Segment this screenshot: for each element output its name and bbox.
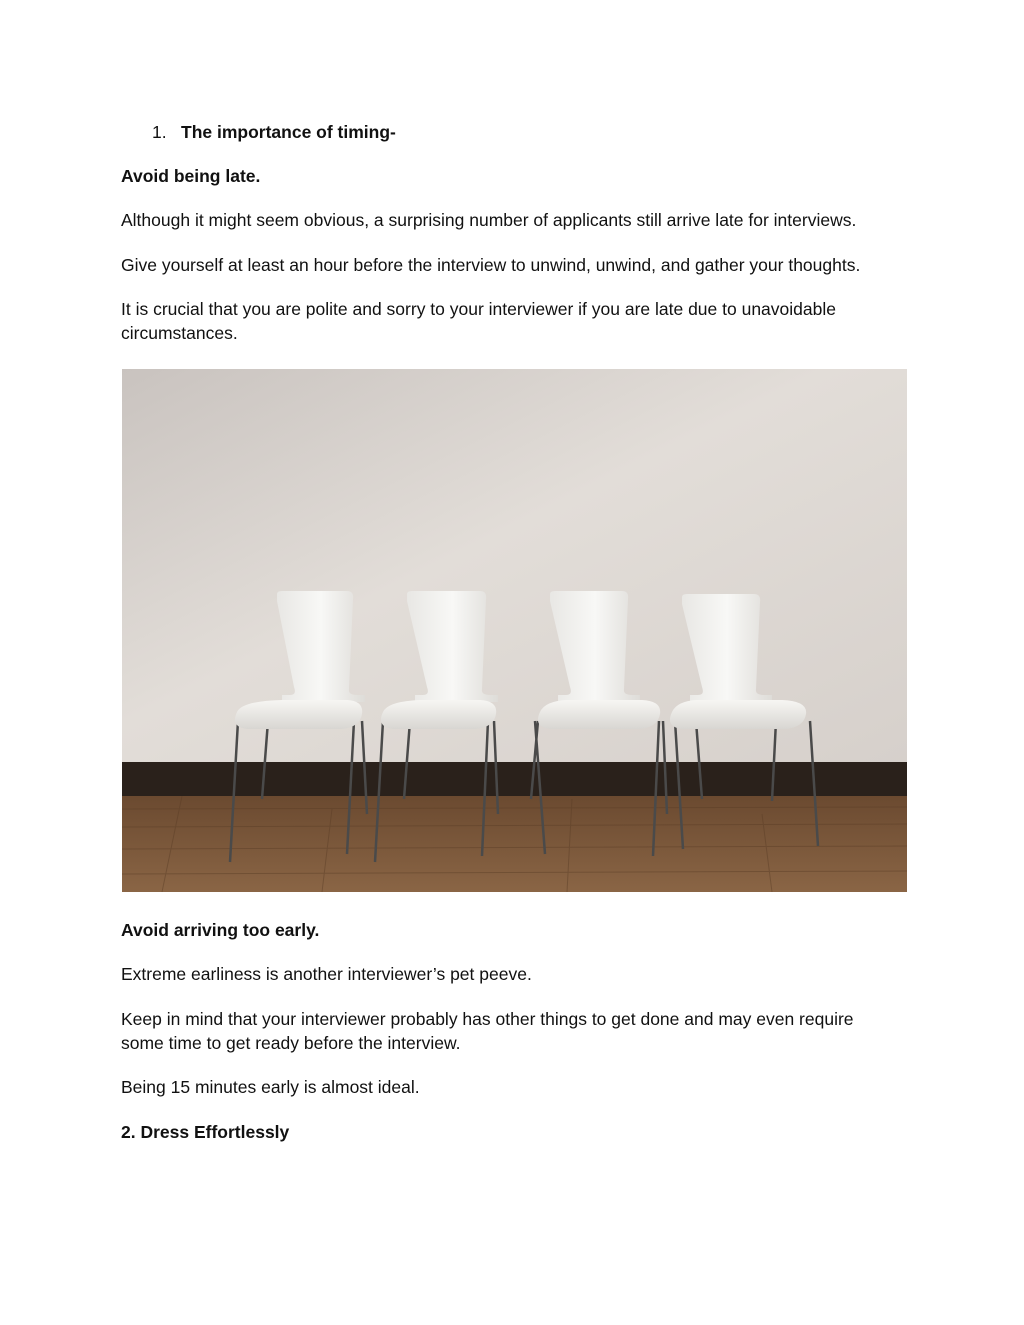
baseboard [122,762,907,796]
section-1-heading [152,120,396,144]
list-number: 1. [152,122,167,142]
late-paragraph-2: Give yourself at least an hour before the interview to unwind, unwind, and gather your thoughts. [121,255,861,275]
early-paragraph-1: Extreme earliness is another interviewer’s pet peeve. [121,964,532,984]
avoid-early-heading: Avoid arriving too early. [121,920,320,940]
late-paragraph-3: It is crucial that you are polite and sorry to your interviewer if you are late due to unavoidable circumstances. [121,299,836,343]
chairs-illustration [122,369,907,892]
floor [122,796,907,892]
early-paragraph-3: Being 15 minutes early is almost ideal. [121,1077,420,1097]
chairs-photo [122,369,907,892]
section-1-title: The importance of timing- [181,122,396,142]
early-paragraph-2: Keep in mind that your interviewer probably has other things to get done and may even require some time to get ready before the interview. [121,1009,854,1053]
avoid-late-heading: Avoid being late. [121,166,261,186]
late-paragraph-1: Although it might seem obvious, a surprising number of applicants still arrive late for interviews. [121,210,857,230]
section-2-heading: 2. Dress Effortlessly [121,1122,290,1142]
